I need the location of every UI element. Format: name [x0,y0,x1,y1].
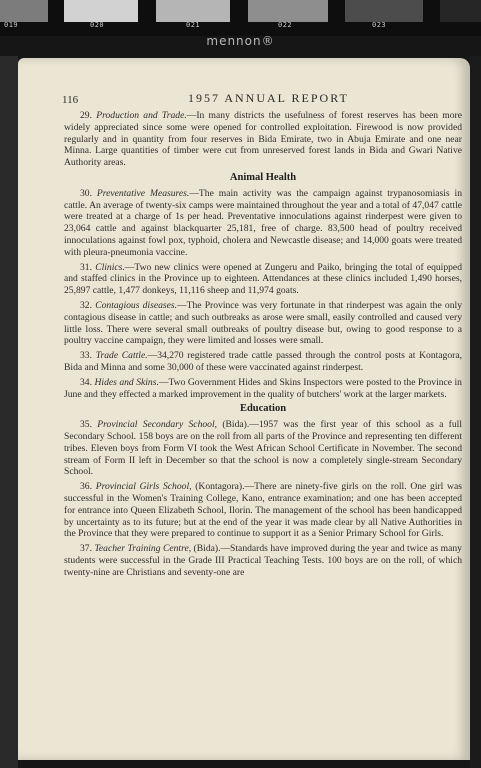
paragraph-number: 31. [80,261,92,273]
paragraph-number: 29. [80,110,92,121]
paragraph-heading: Teacher Training Centre, [94,543,192,555]
paragraph-text: (Bida).—1957 was the first year of this school as a full Secondary School. 158 boys are on the roll from all parts of the Province and representing ten different tribes. Eleven boys from Form VI took the West African School Certificate in November. The second stream of Form II left in December so that the school is now a completely single-stream Secondary School. [64,419,462,478]
strip-label: 023 [372,21,387,29]
paragraph-heading: Preventative Measures. [96,187,190,199]
color-patch [64,0,138,22]
paragraph-32 [64,300,462,347]
strip-label: 021 [186,21,201,29]
paragraph-heading: Production and Trade. [96,110,187,121]
paragraph-number: 36. [80,481,92,493]
paragraph-text: (Bida).—Standards have improved during the year and twice as many students were successful in the Grade III Practical Teaching Tests. 100 boys are on the roll, of which twenty-nine are Christians and seventy-one are [64,543,462,578]
brand-logo: mennon® [206,34,275,48]
paragraph-31 [64,262,462,297]
paragraph-number: 33. [80,350,92,362]
page-number: 116 [62,94,79,106]
page-body [64,110,462,581]
paragraph-text: —34,270 registered trade cattle passed through the control posts at Kontagora, Bida and Minna and some 30,000 of these were vaccinated against rinderpest. [64,350,462,373]
book-edge-left [0,56,18,768]
strip-label: 020 [90,21,105,29]
paragraph-number: 34. [80,376,92,388]
paragraph-29 [64,110,462,169]
paragraph-heading: Provincial Girls School, [95,481,192,493]
strip-label: 019 [4,21,19,29]
paragraph-text: —Two new clinics were opened at Zungeru and Paiko, bringing the total of equipped and staffed clinics in the Province up to eighteen. Attendances at these clinics included 1,490 horses, 25,897 cattle, 1,477 donkeys, 11,116 sheep and 11,974 goats. [64,261,462,297]
paragraph-text: —The main activity was the campaign against trypanosomiasis in cattle. An average of twenty-six camps were maintained throughout the year and a total of 47,047 cattle were treated at a charge of 1s per head. Preventative innoculations against rinderpest were given to 23,064 cattle and against blackquarter 25,181, free of charge. 83,500 head of poultry received innoculations against fowl pox, typhoid, cholera and Newcastle disease; and 14,000 goats were treated with pleura-pneumonia vaccine. [64,187,463,258]
strip-label: 022 [278,21,293,29]
section-heading-animal-health: Animal Health [229,171,297,183]
paragraph-text: —In many districts the usefulness of forest reserves has been more widely appreciated since some were opened for controlled exploitation. Firewood is now provided regularly and in quantity from four reserves in Bida Emirate, two in Abuja Emirate and one near Minna. Large quantities of timber were cut from unreserved forest lands in Bida and Gwari Native Authority areas. [64,110,462,169]
color-patch [345,0,423,22]
paragraph-heading: Provincial Secondary School, [97,419,218,431]
paragraph-30 [64,188,462,259]
paragraph-text: —Two Government Hides and Skins Inspectors were posted to the Province in June and they effected a marked improvement in the quality of butchers' work at the larger markets. [64,376,462,400]
paragraph-number: 32. [80,299,92,311]
color-patch [440,0,481,22]
color-patch [0,0,48,22]
paragraph-heading: Contagious diseases. [95,299,178,311]
paragraph-text: —The Province was very fortunate in that rinderpest was again the only contagious disease in cattle; and such outbreaks as arose were small, easily controlled and caused very little loss. There were several small outbreaks of poultry disease but, owing to good response to a poultry vaccine campaign, they were limited and losses were small. [64,299,462,347]
paragraph-34 [64,377,462,401]
color-patch [248,0,328,22]
paragraph-number: 35. [80,419,92,431]
report-page [18,58,470,760]
section-heading-education: Education [239,403,287,415]
paragraph-35 [64,419,462,478]
running-header: 1957 ANNUAL REPORT [188,91,349,105]
paragraph-33 [64,350,462,374]
paragraph-heading: Hides and Skins. [94,376,159,388]
paragraph-number: 30. [80,187,92,199]
book-edge-right [470,56,481,768]
paragraph-text: (Kontagora).—There are ninety-five girls on the roll. One girl was successful in the Women's Training College, Kano, entrance examination; and one has been accepted for entrance into Queen Elizabeth School, Ilorin. The management of the school has been handicapped by uncertainty as to its future; but at the end of the year it was made clear by all Native Authorities in the Province that they were prepared to continue to support it as a Senior Primary School for Girls. [64,481,462,540]
paragraph-36 [64,481,462,540]
paragraph-heading: Trade Cattle. [95,350,148,362]
paragraph-heading: Clinics. [95,261,125,273]
paragraph-37 [64,543,462,578]
color-calibration-strip [0,0,481,36]
color-patch [156,0,230,22]
paragraph-number: 37. [80,543,92,555]
